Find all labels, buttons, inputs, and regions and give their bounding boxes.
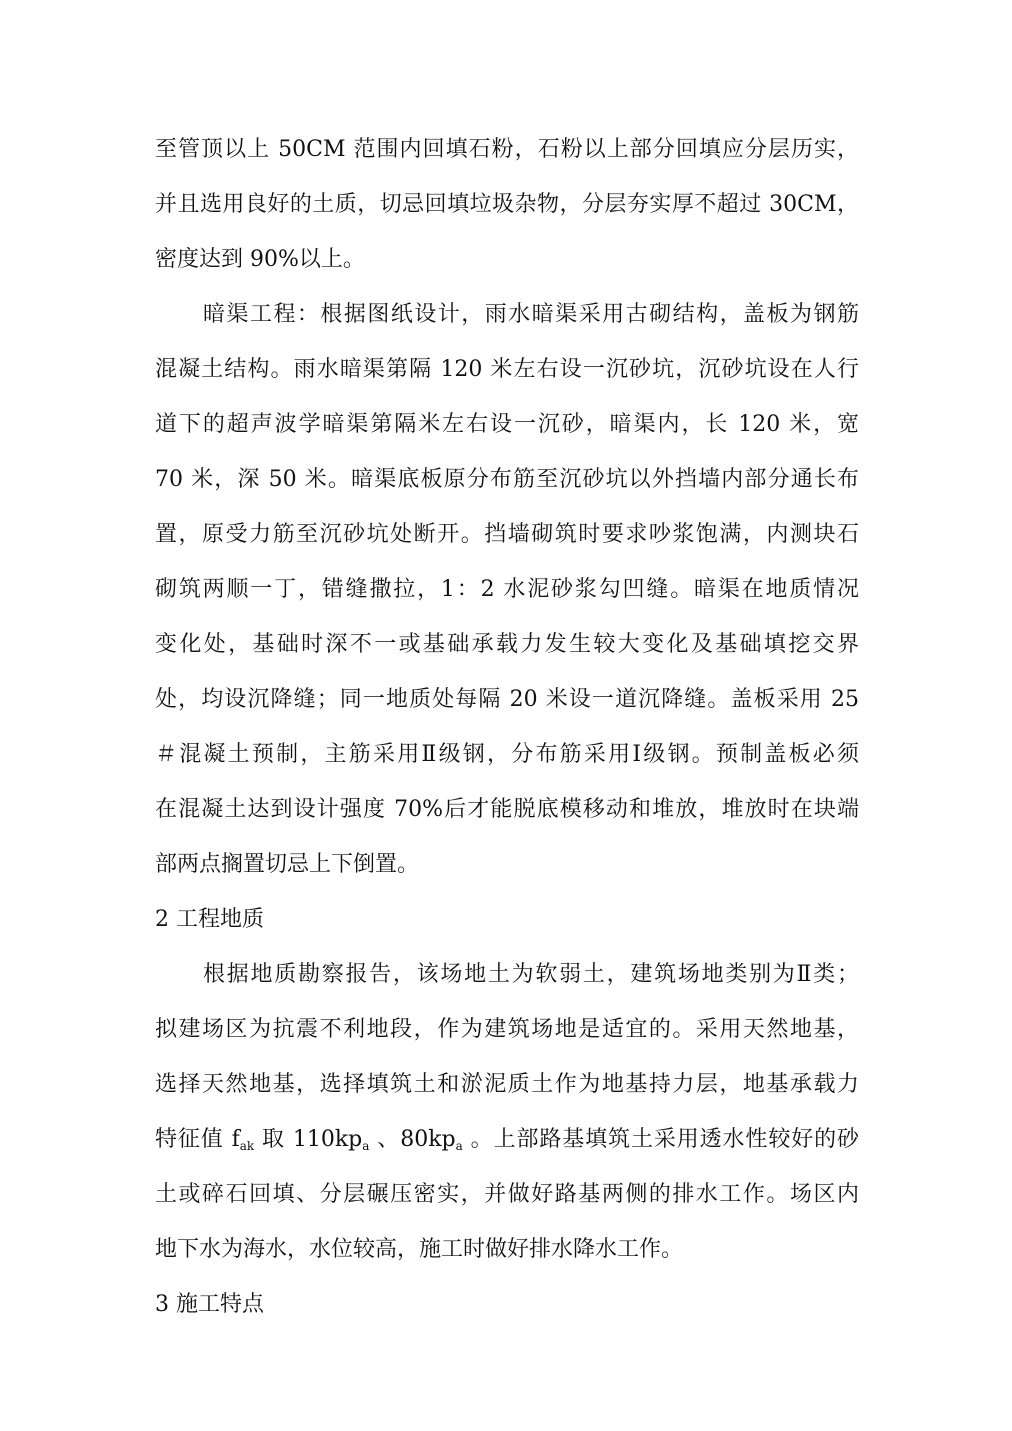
paragraph-line: 拟建场区为抗震不利地段，作为建筑场地是适宜的。采用天然地基， xyxy=(155,1017,859,1042)
paragraph-line: 部两点搁置切忌上下倒置。 xyxy=(155,852,420,877)
text-span: 取 110kp xyxy=(254,1127,363,1152)
paragraph-line: 砌筑两顺一丁，错缝撒拉，1：2 水泥砂浆勾凹缝。暗渠在地质情况 xyxy=(155,577,859,602)
paragraph-line: 选择天然地基，选择填筑土和淤泥质土作为地基持力层，地基承载力 xyxy=(155,1072,859,1097)
paragraph-line: 根据地质勘察报告，该场地土为软弱土，建筑场地类别为Ⅱ类； xyxy=(203,962,859,987)
paragraph-line: 土或碎石回填、分层碾压密实，并做好路基两侧的排水工作。场区内 xyxy=(155,1182,859,1207)
paragraph-line: 暗渠工程：根据图纸设计，雨水暗渠采用古砌结构，盖板为钢筋 xyxy=(203,302,859,327)
paragraph-line: ＃混凝土预制，主筋采用Ⅱ级钢，分布筋采用Ⅰ级钢。预制盖板必须 xyxy=(155,742,859,767)
paragraph-line: 70 米，深 50 米。暗渠底板原分布筋至沉砂坑以外挡墙内部分通长布 xyxy=(155,467,859,492)
paragraph-line: 并且选用良好的土质，切忌回填垃圾杂物，分层夯实厚不超过 30CM， xyxy=(155,192,859,217)
section-heading: 3 施工特点 xyxy=(155,1292,264,1317)
text-span: 。上部路基填筑土采用透水性较好的砂 xyxy=(462,1127,859,1152)
paragraph-line: 地下水为海水，水位较高，施工时做好排水降水工作。 xyxy=(155,1237,684,1262)
paragraph-line: 在混凝土达到设计强度 70%后才能脱底模移动和堆放，堆放时在块端 xyxy=(155,797,859,822)
subscript: a xyxy=(362,1139,370,1153)
paragraph-line: 处，均设沉降缝；同一地质处每隔 20 米设一道沉降缝。盖板采用 25 xyxy=(155,687,859,712)
paragraph-line: 变化处，基础时深不一或基础承载力发生较大变化及基础填挖交界 xyxy=(155,632,859,657)
subscript: a xyxy=(455,1139,463,1153)
paragraph-line: 密度达到 90%以上。 xyxy=(155,247,365,272)
paragraph-line: 置，原受力筋至沉砂坑处断开。挡墙砌筑时要求吵浆饱满，内测块石 xyxy=(155,522,859,547)
paragraph-line-with-subscripts xyxy=(155,1126,859,1154)
section-heading: 2 工程地质 xyxy=(155,907,264,932)
paragraph-line: 道下的超声波学暗渠第隔米左右设一沉砂，暗渠内，长 120 米，宽 xyxy=(155,412,859,437)
paragraph-line: 混凝土结构。雨水暗渠第隔 120 米左右设一沉砂坑，沉砂坑设在人行 xyxy=(155,357,859,382)
paragraph-line: 至管顶以上 50CM 范围内回填石粉，石粉以上部分回填应分层历实， xyxy=(155,137,859,162)
text-span: 、80kp xyxy=(369,1127,456,1152)
subscript: ak xyxy=(239,1139,255,1153)
text-span: 特征值 f xyxy=(155,1127,240,1152)
